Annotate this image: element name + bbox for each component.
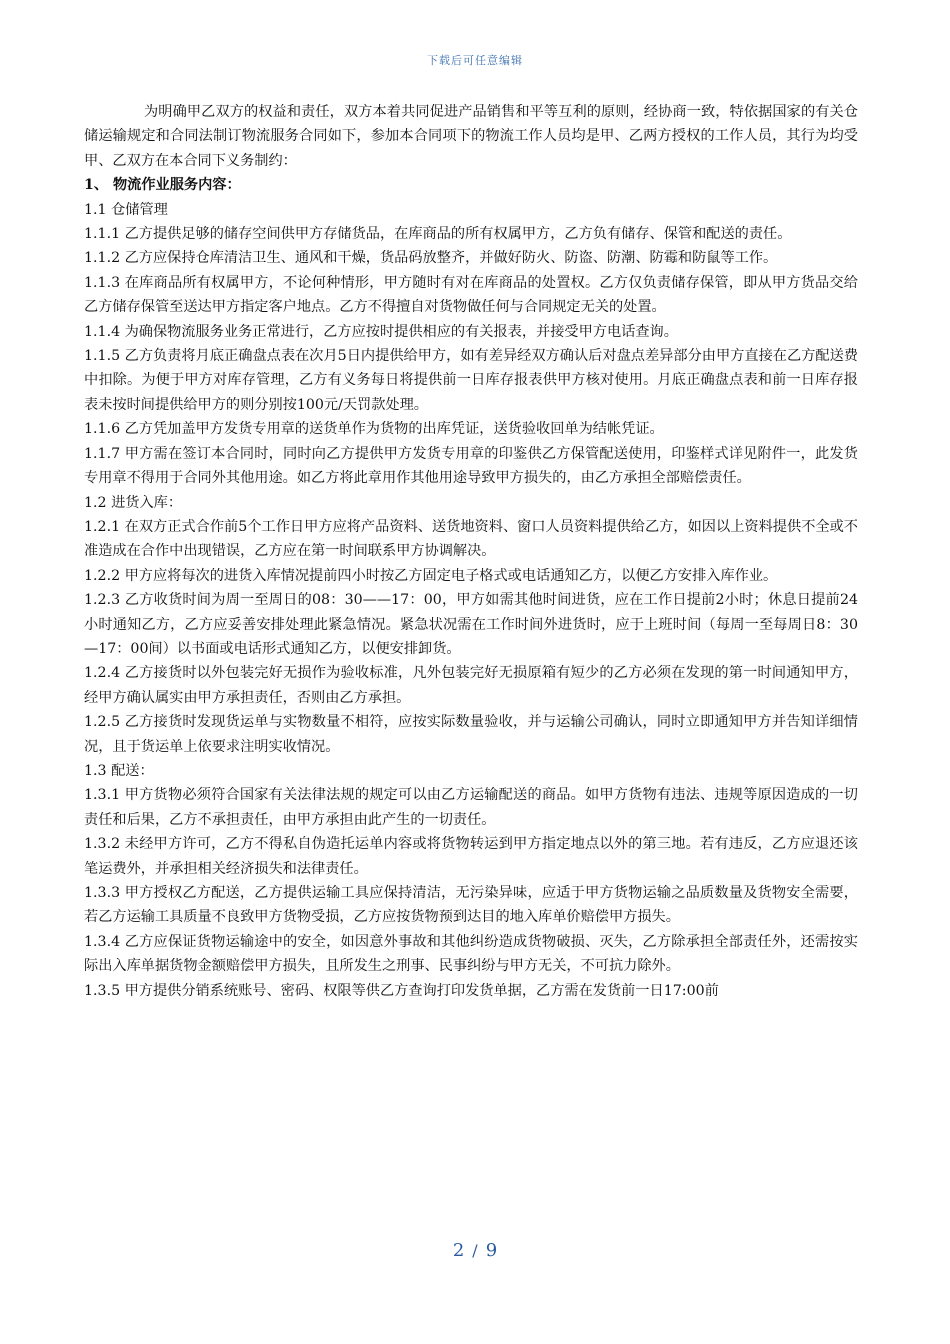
intro-paragraph: 为明确甲乙双方的权益和责任，双方本着共同促进产品销售和平等互利的原则，经协商一致，特依据国家的有关仓储运输规定和合同法制订物流服务合同如下，参加本合同项下的物流工作人员均是甲、乙两方授权的工作人员，其行为均受甲、乙双方在本合同下义务制约： [84,104,858,169]
clause: 1.3.2 未经甲方许可，乙方不得私自伪造托运单内容或将货物转运到甲方指定地点以外的第三地。若有违反，乙方应退还该笔运费外，并承担相关经济损失和法律责任。 [84,836,858,877]
subsection-heading: 1.2 进货入库： [84,494,183,511]
clause: 1.1.4 为确保物流服务业务正常进行，乙方应按时提供相应的有关报表，并接受甲方电话查询。 [84,323,678,340]
page-number [0,1240,950,1261]
clause: 1.2.1 在双方正式合作前5个工作日甲方应将产品资料、送货地资料、窗口人员资料提供给乙方，如因以上资料提供不全或不准造成在合作中出现错误，乙方应在第一时间联系甲方协调解决。 [84,518,858,560]
clause: 1.2.3 乙方收货时间为周一至周日的08：30——17：00，甲方如需其他时间进货，应在工作日提前2小时；休息日提前24小时通知乙方，乙方应妥善安排处理此紧急情况。紧急状况需在工作时间外进货时，应于上班时间（每周一至每周日8：30—17：00间）以书面或电话形式通知乙方，以便安排卸货。 [84,592,858,657]
clause: 1.2.4 乙方接货时以外包装完好无损作为验收标准，凡外包装完好无损原箱有短少的乙方必须在发现的第一时间通知甲方，经甲方确认属实由甲方承担责任，否则由乙方承担。 [84,665,858,706]
clause: 1.3.4 乙方应保证货物运输途中的安全，如因意外事故和其他纠纷造成货物破损、灭失，乙方除承担全部责任外，还需按实际出入库单据货物金额赔偿甲方损失，且所发生之刑事、民事纠纷与甲方无关，不可抗力除外。 [84,933,858,975]
subsection-heading: 1.1 仓储管理 [84,201,168,218]
clause: 1.3.1 甲方货物必须符合国家有关法律法规的规定可以由乙方运输配送的商品。如甲方货物有违法、违规等原因造成的一切责任和后果，乙方不承担责任，由甲方承担由此产生的一切责任。 [84,787,858,828]
clause: 1.1.7 甲方需在签订本合同时，同时向乙方提供甲方发货专用章的印鉴供乙方保管配送使用，印鉴样式详见附件一，此发货专用章不得用于合同外其他用途。如乙方将此章用作其他用途导致甲方损失的，由乙方承担全部赔偿责任。 [84,445,858,487]
current-page: 2 [452,1240,465,1261]
section-heading: 1、 物流作业服务内容： [84,177,241,194]
clause: 1.2.5 乙方接货时发现货运单与实物数量不相符，应按实际数量验收，并与运输公司确认，同时立即通知甲方并告知详细情况，且于货运单上依要求注明实收情况。 [84,714,858,755]
total-pages: 9 [485,1240,498,1261]
subsection-heading: 1.3 配送： [84,762,154,779]
clause: 1.3.3 甲方授权乙方配送，乙方提供运输工具应保持清洁，无污染异味，应适于甲方货物运输之品质数量及货物安全需要，若乙方运输工具质量不良致甲方货物受损，乙方应按货物预到达目的地入库单价赔偿甲方损失。 [84,885,858,926]
page-separator: / [472,1241,478,1260]
clause: 1.1.1 乙方提供足够的储存空间供甲方存储货品，在库商品的所有权属甲方，乙方负有储存、保管和配送的责任。 [84,226,792,243]
clause: 1.1.5 乙方负责将月底正确盘点表在次月5日内提供给甲方，如有差异经双方确认后对盘点差异部分由甲方直接在乙方配送费中扣除。为便于甲方对库存管理，乙方有义务每日将提供前一日库存报表供甲方核对使用。月底正确盘点表和前一日库存报表未按时间提供给甲方的则分别按100元/天罚款处理。 [84,348,858,413]
clause: 1.2.2 甲方应将每次的进货入库情况提前四小时按乙方固定电子格式或电话通知乙方，以便乙方安排入库作业。 [84,567,778,584]
clause: 1.3.5 甲方提供分销系统账号、密码、权限等供乙方查询打印发货单据，乙方需在发货前一日17:00前 [84,982,719,999]
document-body [84,100,858,1003]
clause: 1.1.3 在库商品所有权属甲方，不论何种情形，甲方随时有对在库商品的处置权。乙方仅负责储存保管，即从甲方货品交给乙方储存保管至送达甲方指定客户地点。乙方不得擅自对货物做任何与合同规定无关的处置。 [84,274,858,316]
clause: 1.1.6 乙方凭加盖甲方发货专用章的送货单作为货物的出库凭证，送货验收回单为结帐凭证。 [84,421,664,438]
clause: 1.1.2 乙方应保持仓库清洁卫生、通风和干燥，货品码放整齐，并做好防火、防盗、防潮、防霉和防鼠等工作。 [84,250,778,267]
page-header: 下载后可任意编辑 [427,54,523,67]
